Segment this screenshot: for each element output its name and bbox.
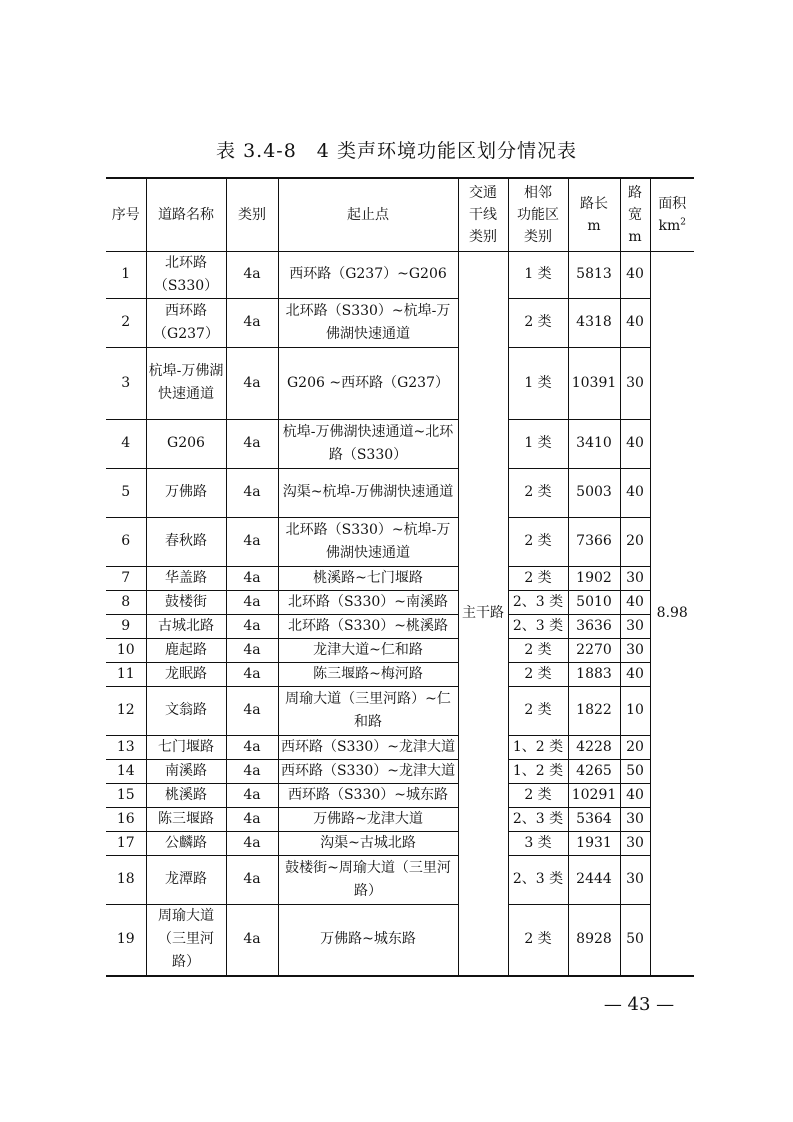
cell-no: 16 bbox=[106, 807, 146, 831]
cell-range: 杭埠-万佛湖快速通道~北环路（S330） bbox=[278, 419, 458, 468]
cell-category: 4a bbox=[226, 566, 278, 590]
table-row bbox=[106, 831, 694, 855]
cell-length: 4318 bbox=[568, 298, 620, 347]
cell-no: 10 bbox=[106, 638, 146, 662]
cell-road-name: 公麟路 bbox=[146, 831, 226, 855]
cell-category: 4a bbox=[226, 298, 278, 347]
header-traffic: 交通 干线 类别 bbox=[458, 178, 508, 251]
header-name: 道路名称 bbox=[146, 178, 226, 251]
cell-adjacent: 2、3 类 bbox=[508, 855, 568, 904]
cell-road-name: 鹿起路 bbox=[146, 638, 226, 662]
cell-no: 11 bbox=[106, 662, 146, 686]
cell-width: 20 bbox=[620, 735, 650, 759]
cell-category: 4a bbox=[226, 251, 278, 298]
cell-road-name: G206 bbox=[146, 419, 226, 468]
cell-category: 4a bbox=[226, 855, 278, 904]
cell-range: 鼓楼街~周瑜大道（三里河路） bbox=[278, 855, 458, 904]
cell-adjacent: 2 类 bbox=[508, 638, 568, 662]
cell-adjacent: 2 类 bbox=[508, 783, 568, 807]
cell-no: 9 bbox=[106, 614, 146, 638]
cell-range: 陈三堰路~梅河路 bbox=[278, 662, 458, 686]
cell-length: 4228 bbox=[568, 735, 620, 759]
header-row bbox=[106, 178, 694, 251]
cell-category: 4a bbox=[226, 904, 278, 976]
cell-width: 30 bbox=[620, 855, 650, 904]
cell-length: 7366 bbox=[568, 517, 620, 566]
cell-adjacent: 2 类 bbox=[508, 298, 568, 347]
cell-category: 4a bbox=[226, 831, 278, 855]
cell-width: 40 bbox=[620, 419, 650, 468]
cell-length: 3636 bbox=[568, 614, 620, 638]
cell-adjacent: 2 类 bbox=[508, 662, 568, 686]
table-title: 表 3.4-8 4 类声环境功能区划分情况表 bbox=[216, 140, 577, 162]
cell-adjacent: 2 类 bbox=[508, 517, 568, 566]
table-row bbox=[106, 638, 694, 662]
table-body bbox=[106, 251, 694, 976]
cell-no: 8 bbox=[106, 590, 146, 614]
header-area: 面积 $km^2$ bbox=[650, 178, 694, 251]
cell-range: 西环路（S330）~城东路 bbox=[278, 783, 458, 807]
cell-width: 30 bbox=[620, 347, 650, 419]
cell-road-name: 北环路（S330） bbox=[146, 251, 226, 298]
cell-length: 4265 bbox=[568, 759, 620, 783]
cell-range: 北环路（S330）~桃溪路 bbox=[278, 614, 458, 638]
cell-length: 5364 bbox=[568, 807, 620, 831]
table-row bbox=[106, 759, 694, 783]
cell-width: 40 bbox=[620, 662, 650, 686]
cell-range: 西环路（S330）~龙津大道 bbox=[278, 759, 458, 783]
cell-no: 7 bbox=[106, 566, 146, 590]
noise-zone-table bbox=[106, 177, 694, 977]
cell-range: 西环路（S330）~龙津大道 bbox=[278, 735, 458, 759]
cell-width: 50 bbox=[620, 759, 650, 783]
cell-road-name: 文翁路 bbox=[146, 686, 226, 735]
header-range: 起止点 bbox=[278, 178, 458, 251]
table-row bbox=[106, 347, 694, 419]
cell-road-name: 南溪路 bbox=[146, 759, 226, 783]
cell-road-name: 龙潭路 bbox=[146, 855, 226, 904]
cell-no: 6 bbox=[106, 517, 146, 566]
cell-range: 周瑜大道（三里河路）~仁和路 bbox=[278, 686, 458, 735]
cell-area: 8.98 bbox=[650, 251, 694, 976]
cell-no: 2 bbox=[106, 298, 146, 347]
cell-category: 4a bbox=[226, 807, 278, 831]
cell-range: 北环路（S330）~杭埠-万佛湖快速通道 bbox=[278, 517, 458, 566]
table-row bbox=[106, 662, 694, 686]
cell-no: 19 bbox=[106, 904, 146, 976]
header-no: 序号 bbox=[106, 178, 146, 251]
cell-road-name: 春秋路 bbox=[146, 517, 226, 566]
cell-width: 30 bbox=[620, 638, 650, 662]
cell-range: 万佛路~城东路 bbox=[278, 904, 458, 976]
cell-length: 10291 bbox=[568, 783, 620, 807]
cell-length: 5003 bbox=[568, 468, 620, 517]
cell-width: 50 bbox=[620, 904, 650, 976]
table-row bbox=[106, 517, 694, 566]
cell-width: 30 bbox=[620, 566, 650, 590]
cell-range: 沟渠~古城北路 bbox=[278, 831, 458, 855]
cell-adjacent: 1、2 类 bbox=[508, 735, 568, 759]
cell-road-name: 鼓楼街 bbox=[146, 590, 226, 614]
cell-width: 40 bbox=[620, 468, 650, 517]
cell-length: 2444 bbox=[568, 855, 620, 904]
cell-length: 2270 bbox=[568, 638, 620, 662]
cell-width: 30 bbox=[620, 614, 650, 638]
cell-no: 17 bbox=[106, 831, 146, 855]
table-row bbox=[106, 735, 694, 759]
cell-length: 5010 bbox=[568, 590, 620, 614]
cell-adjacent: 2、3 类 bbox=[508, 807, 568, 831]
cell-category: 4a bbox=[226, 590, 278, 614]
cell-road-name: 陈三堰路 bbox=[146, 807, 226, 831]
cell-width: 40 bbox=[620, 298, 650, 347]
cell-no: 4 bbox=[106, 419, 146, 468]
cell-category: 4a bbox=[226, 419, 278, 468]
table-row bbox=[106, 298, 694, 347]
cell-adjacent: 1、2 类 bbox=[508, 759, 568, 783]
cell-adjacent: 1 类 bbox=[508, 347, 568, 419]
cell-adjacent: 3 类 bbox=[508, 831, 568, 855]
cell-category: 4a bbox=[226, 783, 278, 807]
cell-width: 10 bbox=[620, 686, 650, 735]
cell-road-name: 桃溪路 bbox=[146, 783, 226, 807]
cell-range: 西环路（G237）~G206 bbox=[278, 251, 458, 298]
cell-road-name: 龙眠路 bbox=[146, 662, 226, 686]
table-row bbox=[106, 251, 694, 298]
cell-length: 1902 bbox=[568, 566, 620, 590]
cell-no: 15 bbox=[106, 783, 146, 807]
cell-category: 4a bbox=[226, 735, 278, 759]
table-row bbox=[106, 590, 694, 614]
table-row bbox=[106, 904, 694, 976]
cell-length: 5813 bbox=[568, 251, 620, 298]
table-row bbox=[106, 855, 694, 904]
cell-category: 4a bbox=[226, 517, 278, 566]
cell-adjacent: 2、3 类 bbox=[508, 614, 568, 638]
cell-length: 1883 bbox=[568, 662, 620, 686]
cell-road-name: 万佛路 bbox=[146, 468, 226, 517]
cell-length: 3410 bbox=[568, 419, 620, 468]
cell-adjacent: 2 类 bbox=[508, 904, 568, 976]
cell-range: 北环路（S330）~杭埠-万佛湖快速通道 bbox=[278, 298, 458, 347]
cell-length: 1931 bbox=[568, 831, 620, 855]
cell-adjacent: 1 类 bbox=[508, 251, 568, 298]
table-row bbox=[106, 419, 694, 468]
cell-no: 1 bbox=[106, 251, 146, 298]
cell-width: 30 bbox=[620, 831, 650, 855]
cell-category: 4a bbox=[226, 638, 278, 662]
cell-width: 40 bbox=[620, 251, 650, 298]
cell-adjacent: 2 类 bbox=[508, 566, 568, 590]
cell-road-name: 西环路（G237） bbox=[146, 298, 226, 347]
cell-road-name: 七门堰路 bbox=[146, 735, 226, 759]
cell-length: 1822 bbox=[568, 686, 620, 735]
cell-width: 30 bbox=[620, 807, 650, 831]
table-row bbox=[106, 468, 694, 517]
table-row bbox=[106, 807, 694, 831]
cell-road-name: 华盖路 bbox=[146, 566, 226, 590]
table-row bbox=[106, 566, 694, 590]
header-adjacent: 相邻 功能区 类别 bbox=[508, 178, 568, 251]
cell-adjacent: 2、3 类 bbox=[508, 590, 568, 614]
cell-category: 4a bbox=[226, 662, 278, 686]
cell-width: 20 bbox=[620, 517, 650, 566]
cell-range: 北环路（S330）~南溪路 bbox=[278, 590, 458, 614]
cell-adjacent: 2 类 bbox=[508, 686, 568, 735]
cell-range: 龙津大道~仁和路 bbox=[278, 638, 458, 662]
table-row bbox=[106, 686, 694, 735]
cell-category: 4a bbox=[226, 468, 278, 517]
cell-length: 8928 bbox=[568, 904, 620, 976]
cell-road-name: 周瑜大道（三里河路） bbox=[146, 904, 226, 976]
cell-category: 4a bbox=[226, 686, 278, 735]
cell-range: G206 ~西环路（G237） bbox=[278, 347, 458, 419]
cell-category: 4a bbox=[226, 347, 278, 419]
cell-adjacent: 1 类 bbox=[508, 419, 568, 468]
cell-no: 5 bbox=[106, 468, 146, 517]
cell-road-name: 杭埠-万佛湖快速通道 bbox=[146, 347, 226, 419]
cell-width: 40 bbox=[620, 783, 650, 807]
cell-no: 13 bbox=[106, 735, 146, 759]
header-width: 路 宽 m bbox=[620, 178, 650, 251]
cell-category: 4a bbox=[226, 614, 278, 638]
cell-traffic-type: 主干路 bbox=[458, 251, 508, 976]
cell-no: 3 bbox=[106, 347, 146, 419]
table-row bbox=[106, 614, 694, 638]
cell-width: 40 bbox=[620, 590, 650, 614]
cell-no: 14 bbox=[106, 759, 146, 783]
cell-range: 桃溪路~七门堰路 bbox=[278, 566, 458, 590]
cell-range: 万佛路~龙津大道 bbox=[278, 807, 458, 831]
cell-range: 沟渠~杭埠-万佛湖快速通道 bbox=[278, 468, 458, 517]
page-number: — 43 — bbox=[603, 994, 675, 1015]
cell-no: 18 bbox=[106, 855, 146, 904]
header-category: 类别 bbox=[226, 178, 278, 251]
cell-category: 4a bbox=[226, 759, 278, 783]
header-length: 路长 m bbox=[568, 178, 620, 251]
table-row bbox=[106, 783, 694, 807]
cell-road-name: 古城北路 bbox=[146, 614, 226, 638]
cell-length: 10391 bbox=[568, 347, 620, 419]
cell-adjacent: 2 类 bbox=[508, 468, 568, 517]
cell-no: 12 bbox=[106, 686, 146, 735]
